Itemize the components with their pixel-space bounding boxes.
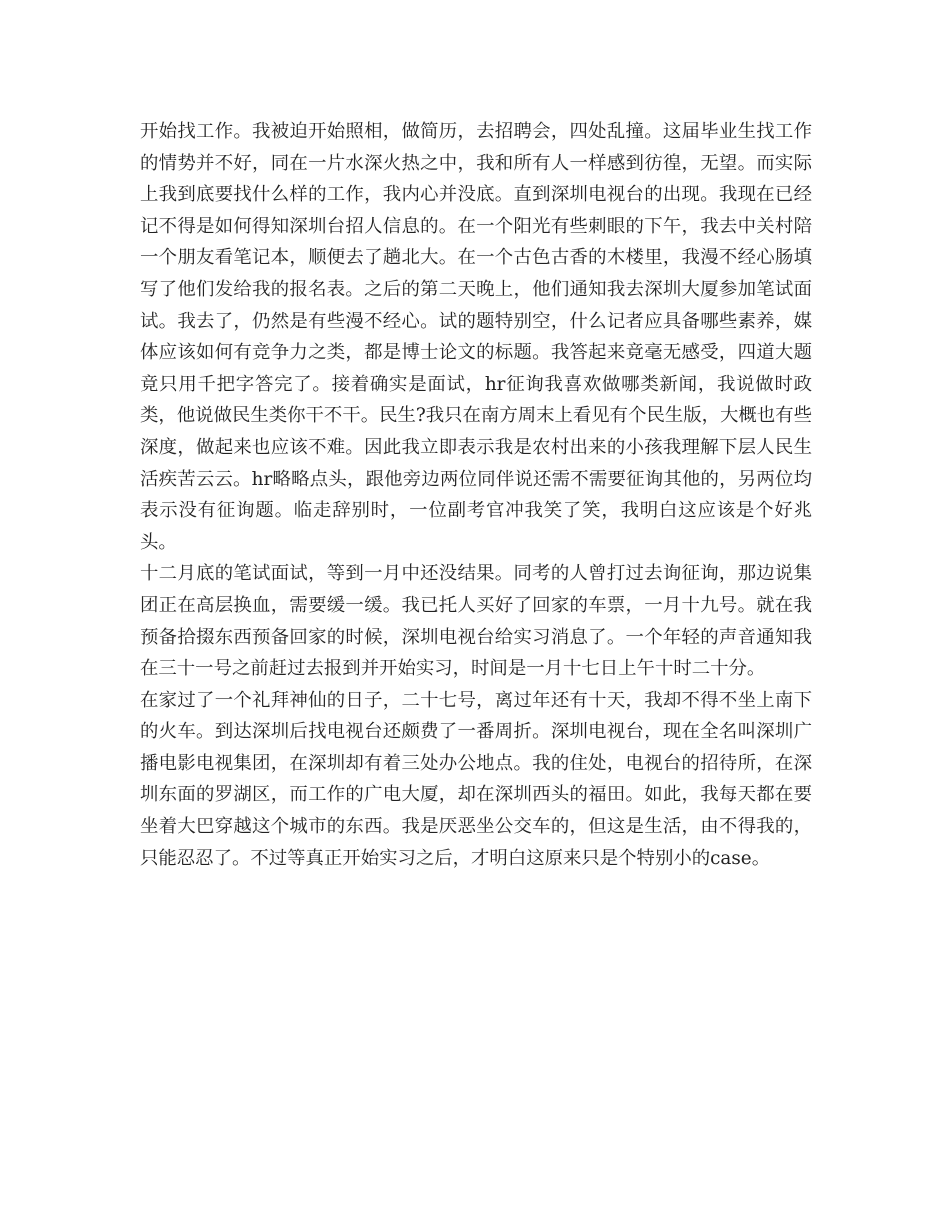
paragraph-arrival-shenzhen: 在家过了一个礼拜神仙的日子，二十七号，离过年还有十天，我却不得不坐上南下的火车。到达深圳后找电视台还颇费了一番周折。深圳电视台，现在全名叫深圳广播电影电视集团，在深圳却有着三处办公地点。我的住处，电视台的招待所，在深圳东面的罗湖区，而工作的广电大厦，却在深圳西头的福田。如此，我每天都在要坐着大巴穿越这个城市的东西。我是厌恶坐公交车的，但这是生活，由不得我的，只能忍忍了。不过等真正开始实习之后，才明白这原来只是个特别小的case。 <box>140 689 812 869</box>
paragraph-exam-result: 十二月底的笔试面试，等到一月中还没结果。同考的人曾打过去询征询，那边说集团正在高层换血，需要缓一缓。我已托人买好了回家的车票，一月十九号。就在我预备拾掇东西预备回家的时候，深圳电视台给实习消息了。一个年轻的声音通知我在三十一号之前赶过去报到并开始实习，时间是一月十七日上午十时二十分。 <box>140 563 812 680</box>
paragraph-job-search: 开始找工作。我被迫开始照相，做简历，去招聘会，四处乱撞。这届毕业生找工作的情势并不好，同在一片水深火热之中，我和所有人一样感到彷徨，无望。而实际上我到底要找什么样的工作，我内心并没底。直到深圳电视台的出现。我现在已经记不得是如何得知深圳台招人信息的。在一个阳光有些刺眼的下午，我去中关村陪一个朋友看笔记本，顺便去了趟北大。在一个古色古香的木楼里，我漫不经心肠填写了他们发给我的报名表。之后的第二天晚上，他们通知我去深圳大厦参加笔试面试。我去了，仍然是有些漫不经心。试的题特别空，什么记者应具备哪些素养，媒体应该如何有竞争力之类，都是博士论文的标题。我答起来竟毫无感受，四道大题竟只用千把字答完了。接着确实是面试，hr征询我喜欢做哪类新闻，我说做时政类，他说做民生类你干不干。民生?我只在南方周末上看见有个民生版，大概也有些深度，做起来也应该不难。因此我立即表示我是农村出来的小孩我理解下层人民生活疾苦云云。hr略略点头，跟他旁边两位同伴说还需不需要征询其他的，另两位均表示没有征询题。临走辞别时，一位副考官冲我笑了笑，我明白这应该是个好兆头。 <box>140 121 812 553</box>
document-body <box>140 116 812 874</box>
